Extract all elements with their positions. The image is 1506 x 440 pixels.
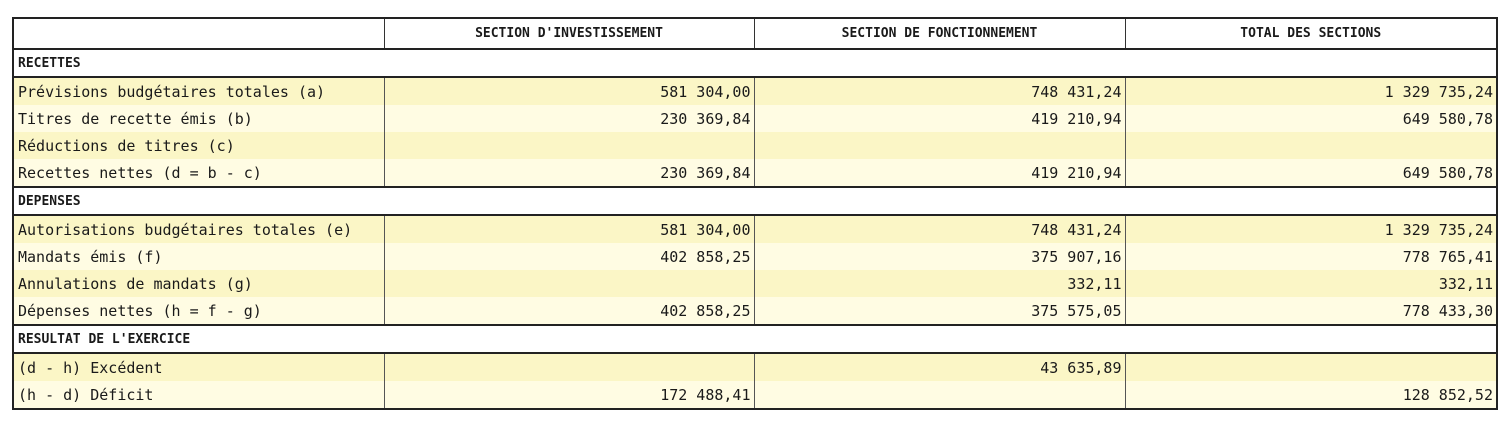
section-depenses xyxy=(13,187,1497,215)
cell-total: 1 329 735,24 xyxy=(1125,77,1497,105)
cell-investissement xyxy=(384,132,754,159)
header-fonctionnement: SECTION DE FONCTIONNEMENT xyxy=(754,18,1125,49)
table-row xyxy=(13,297,1497,325)
section-title: DEPENSES xyxy=(13,187,1497,215)
budget-summary-sheet xyxy=(12,17,1496,410)
row-label: Mandats émis (f) xyxy=(13,243,384,270)
row-label: Dépenses nettes (h = f - g) xyxy=(13,297,384,325)
cell-total xyxy=(1125,353,1497,381)
table-row xyxy=(13,270,1497,297)
cell-total: 128 852,52 xyxy=(1125,381,1497,409)
row-label: Annulations de mandats (g) xyxy=(13,270,384,297)
header-row xyxy=(13,18,1497,49)
cell-investissement xyxy=(384,270,754,297)
cell-fonctionnement: 43 635,89 xyxy=(754,353,1125,381)
table-row xyxy=(13,215,1497,243)
cell-total: 778 765,41 xyxy=(1125,243,1497,270)
budget-summary-table xyxy=(12,17,1498,410)
section-title: RESULTAT DE L'EXERCICE xyxy=(13,325,1497,353)
header-investissement: SECTION D'INVESTISSEMENT xyxy=(384,18,754,49)
cell-investissement: 230 369,84 xyxy=(384,159,754,187)
cell-fonctionnement xyxy=(754,132,1125,159)
table-row xyxy=(13,243,1497,270)
row-label: (d - h) Excédent xyxy=(13,353,384,381)
table-row xyxy=(13,77,1497,105)
cell-fonctionnement xyxy=(754,381,1125,409)
row-label: Titres de recette émis (b) xyxy=(13,105,384,132)
table-row xyxy=(13,105,1497,132)
cell-investissement: 581 304,00 xyxy=(384,215,754,243)
cell-fonctionnement: 419 210,94 xyxy=(754,105,1125,132)
section-title: RECETTES xyxy=(13,49,1497,77)
cell-investissement: 172 488,41 xyxy=(384,381,754,409)
cell-investissement: 402 858,25 xyxy=(384,243,754,270)
row-label: (h - d) Déficit xyxy=(13,381,384,409)
cell-total: 332,11 xyxy=(1125,270,1497,297)
row-label: Recettes nettes (d = b - c) xyxy=(13,159,384,187)
table-row xyxy=(13,132,1497,159)
cell-investissement: 230 369,84 xyxy=(384,105,754,132)
section-recettes xyxy=(13,49,1497,77)
cell-investissement: 402 858,25 xyxy=(384,297,754,325)
cell-fonctionnement: 419 210,94 xyxy=(754,159,1125,187)
cell-fonctionnement: 748 431,24 xyxy=(754,77,1125,105)
cell-fonctionnement: 332,11 xyxy=(754,270,1125,297)
table-row xyxy=(13,159,1497,187)
cell-fonctionnement: 375 575,05 xyxy=(754,297,1125,325)
cell-investissement: 581 304,00 xyxy=(384,77,754,105)
cell-total: 649 580,78 xyxy=(1125,159,1497,187)
table-row xyxy=(13,381,1497,409)
header-total: TOTAL DES SECTIONS xyxy=(1125,18,1497,49)
cell-total: 649 580,78 xyxy=(1125,105,1497,132)
row-label: Autorisations budgétaires totales (e) xyxy=(13,215,384,243)
cell-total xyxy=(1125,132,1497,159)
row-label: Réductions de titres (c) xyxy=(13,132,384,159)
header-label xyxy=(13,18,384,49)
section-resultat xyxy=(13,325,1497,353)
cell-fonctionnement: 748 431,24 xyxy=(754,215,1125,243)
cell-fonctionnement: 375 907,16 xyxy=(754,243,1125,270)
cell-investissement xyxy=(384,353,754,381)
table-row xyxy=(13,353,1497,381)
cell-total: 1 329 735,24 xyxy=(1125,215,1497,243)
cell-total: 778 433,30 xyxy=(1125,297,1497,325)
row-label: Prévisions budgétaires totales (a) xyxy=(13,77,384,105)
